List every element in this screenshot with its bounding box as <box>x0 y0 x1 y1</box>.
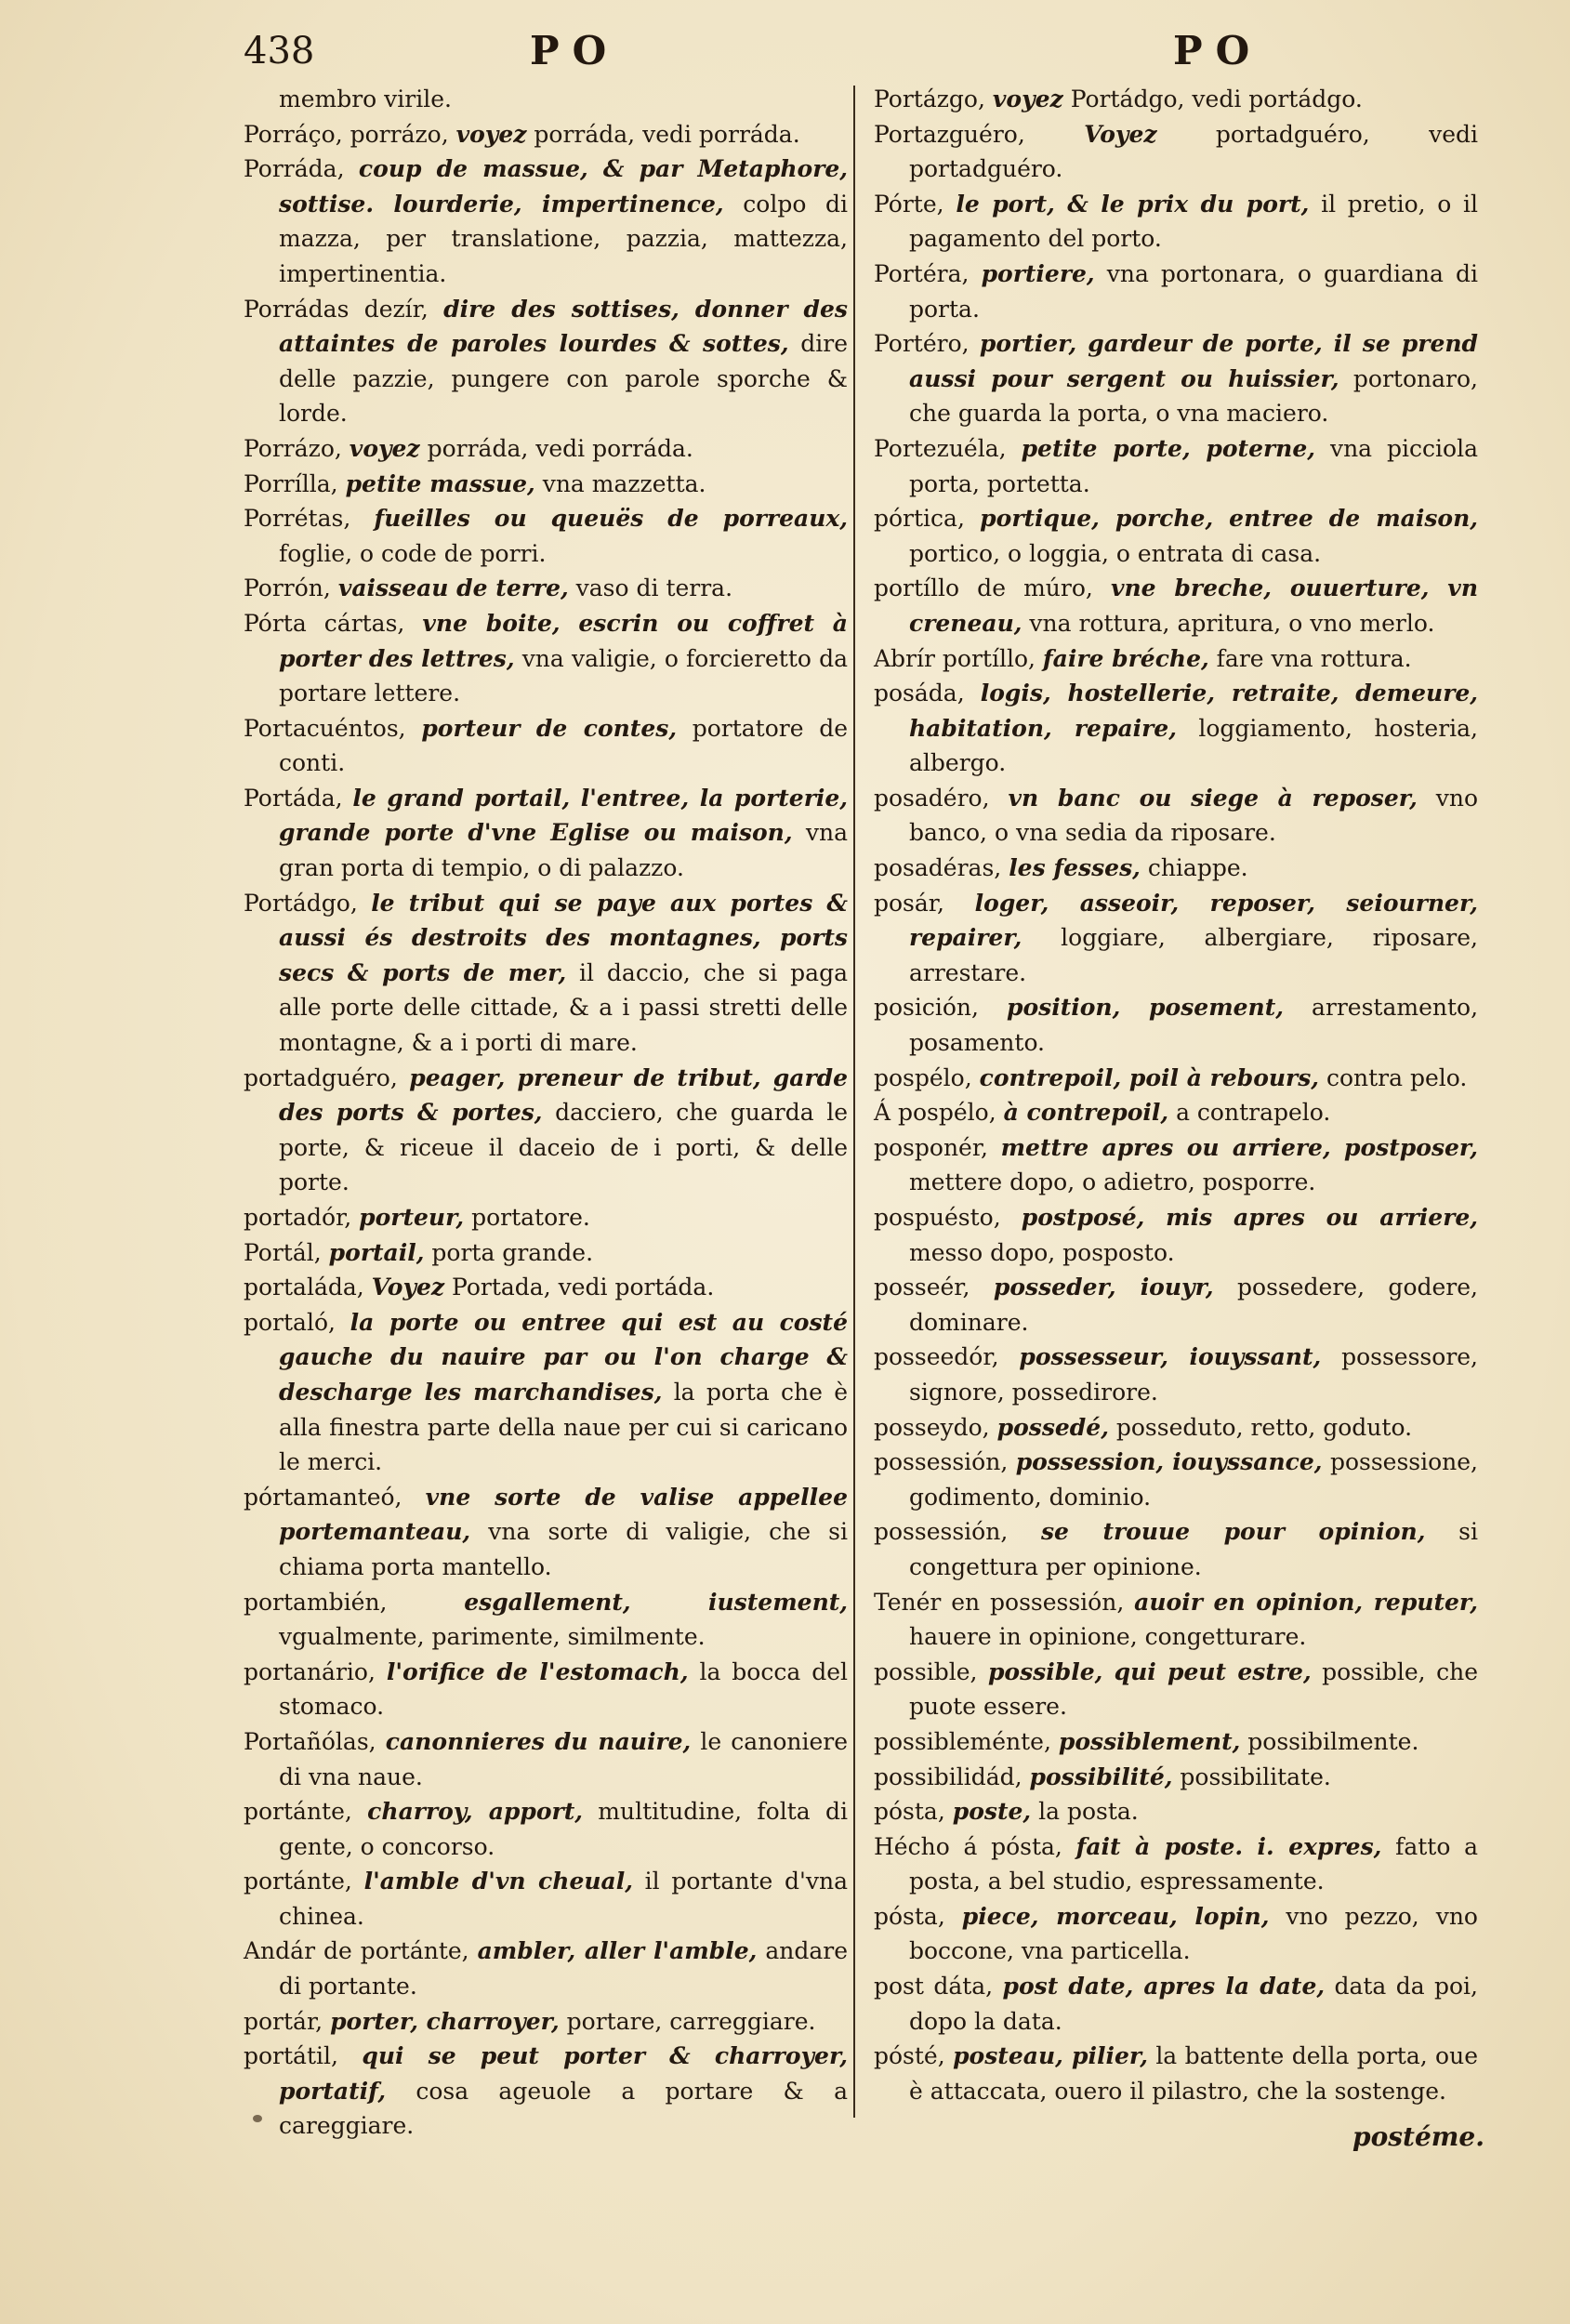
italian-gloss: dacciero, che guarda le porte, & riceue il daceio de i porti, & delle porte. <box>279 1099 849 1196</box>
italian-gloss: andare di portante. <box>279 1937 848 2000</box>
headword: portadór, <box>244 1204 352 1231</box>
italian-gloss: vgualmente, parimente, similmente. <box>279 1623 706 1651</box>
dictionary-entry <box>244 571 848 606</box>
italian-gloss: la posta. <box>1038 1798 1139 1826</box>
headword: Portazguéro, <box>874 120 1025 148</box>
headword: posáda, <box>874 680 965 707</box>
dictionary-entry <box>244 886 848 1061</box>
italian-gloss: arrestamento, posamento. <box>909 994 1479 1057</box>
italian-gloss: hauere in opinione, congetturare. <box>909 1623 1307 1651</box>
italian-gloss: portonaro, che guarda la porta, o vna maciero. <box>909 364 1478 428</box>
italian-gloss: possessore, signore, possedirore. <box>909 1343 1479 1406</box>
headword: portíllo de múro, <box>874 574 1093 602</box>
right-column <box>874 82 1478 2108</box>
headword: portaláda, <box>244 1274 364 1301</box>
italian-gloss: chiappe. <box>1147 854 1248 882</box>
italian-gloss: colpo di mazza, per translatione, pazzia, mattezza, impertinentia. <box>279 190 848 287</box>
french-gloss: auoir en opinion, reputer, <box>1134 1588 1478 1616</box>
headword: Portádgo, <box>244 889 358 917</box>
french-gloss: post date, apres la date, <box>1002 1973 1326 2000</box>
italian-gloss: portatore. <box>471 1204 590 1231</box>
french-gloss: Voyez <box>371 1274 445 1301</box>
dictionary-entry <box>244 431 848 467</box>
italian-gloss: data da poi, dopo la data. <box>909 1973 1478 2035</box>
italian-gloss: foglie, o code de porri. <box>279 539 547 567</box>
french-gloss: le port, & le prix du port, <box>956 190 1310 218</box>
page-number: 438 <box>244 30 315 73</box>
italian-gloss: il daccio, che si paga alle porte delle cittade, & a i passi stretti delle montagne, & a i porti di mare. <box>279 958 848 1057</box>
dictionary-entry <box>874 1724 1478 1760</box>
italian-gloss: cosa ageuole a portare & a careggiare. <box>279 2077 848 2140</box>
french-gloss: vn banc ou siege à reposer, <box>1008 784 1418 812</box>
left-column <box>244 82 848 2144</box>
dictionary-entry <box>874 1445 1478 1514</box>
dictionary-entry <box>244 1864 848 1934</box>
headword: pórtamanteó, <box>244 1483 402 1511</box>
french-gloss: le grand portail, l'entree, la porterie, grande porte d'vne Eglise ou maison, <box>279 784 848 847</box>
italian-gloss: posseduto, retto, goduto. <box>1115 1413 1413 1441</box>
running-head-left: PO <box>530 28 620 73</box>
french-gloss: porteur, <box>359 1204 465 1231</box>
headword: Porrétas, <box>244 505 351 533</box>
french-gloss: petite massue, <box>345 469 535 497</box>
dictionary-entry <box>244 292 848 431</box>
headword: Hécho á pósta, <box>874 1832 1062 1860</box>
french-gloss: vaisseau de terre, <box>337 574 569 602</box>
dictionary-entry <box>244 1061 848 1200</box>
dictionary-entry <box>244 1235 848 1271</box>
french-gloss: poste, <box>952 1798 1032 1826</box>
dictionary-entry <box>874 1585 1478 1655</box>
dictionary-entry <box>244 1270 848 1305</box>
dictionary-entry <box>874 1061 1478 1096</box>
italian-gloss: porráda, vedi porráda. <box>427 434 693 462</box>
italian-gloss: la battente della porta, oue è attaccata, ouero il pilastro, che la sostenge. <box>909 2042 1479 2105</box>
dictionary-entry <box>874 641 1478 677</box>
french-gloss: l'orifice de l'estomach, <box>386 1657 689 1685</box>
headword: portaló, <box>244 1308 336 1336</box>
french-gloss: fueilles ou queuës de porreaux, <box>374 505 848 533</box>
dictionary-entry <box>874 501 1478 571</box>
column-divider <box>853 86 855 2118</box>
dictionary-entry <box>874 257 1478 326</box>
italian-gloss: possible, che puote essere. <box>909 1657 1479 1721</box>
french-gloss: coup de massue, & par Metaphore, sottise. lourderie, impertinence, <box>279 155 849 218</box>
dictionary-entry <box>244 1655 848 1724</box>
headword: possibilidád, <box>874 1763 1022 1790</box>
dictionary-entry <box>874 1829 1478 1899</box>
italian-gloss: vna gran porta di tempio, o di palazzo. <box>279 819 849 882</box>
headword: posseydo, <box>874 1413 990 1441</box>
italian-gloss: vno banco, o vna sedia da riposare. <box>909 784 1478 847</box>
french-gloss: vne breche, ouuerture, vn creneau, <box>909 574 1478 637</box>
dictionary-entry <box>244 1200 848 1235</box>
french-gloss: possesseur, iouyssant, <box>1019 1343 1322 1371</box>
french-gloss: portail, <box>328 1238 425 1266</box>
dictionary-entry <box>874 1270 1478 1340</box>
italian-gloss: Portada, vedi portáda. <box>452 1274 715 1301</box>
dictionary-entry <box>874 886 1478 991</box>
french-gloss: voyez <box>992 86 1063 112</box>
italian-gloss: portatore de conti. <box>279 714 848 777</box>
italian-gloss: vna mazzetta. <box>542 469 706 497</box>
italian-gloss: possibilitate. <box>1180 1763 1331 1790</box>
ink-mark <box>253 2115 262 2122</box>
french-gloss: position, posement, <box>1006 994 1284 1022</box>
dictionary-entry <box>874 82 1478 117</box>
french-gloss: possiblement, <box>1058 1727 1241 1755</box>
italian-gloss: fatto a posta, a bel studio, espressamente. <box>909 1832 1479 1895</box>
french-gloss: charroy, apport, <box>367 1798 583 1826</box>
headword: pósté, <box>874 2042 945 2070</box>
headword: Porráço, porrázo, <box>244 120 449 148</box>
dictionary-entry <box>244 2004 848 2040</box>
headword: Andár de portánte, <box>244 1937 469 1965</box>
italian-gloss: vna portonara, o guardiana di porta. <box>909 259 1479 323</box>
french-gloss: fait à poste. i. expres, <box>1075 1832 1382 1860</box>
headword: possibleménte, <box>874 1727 1051 1755</box>
dictionary-entry <box>874 676 1478 781</box>
dictionary-entry <box>874 1899 1478 1969</box>
headword: Pórte, <box>874 190 944 218</box>
french-gloss: faire bréche, <box>1042 644 1209 672</box>
french-gloss: les fesses, <box>1009 854 1141 882</box>
french-gloss: mettre apres ou arriere, postposer, <box>1000 1133 1478 1161</box>
french-gloss: esgallement, iustement, <box>464 1588 848 1616</box>
french-gloss: possedé, <box>996 1413 1109 1441</box>
dictionary-entry <box>244 1724 848 1794</box>
french-gloss: piece, morceau, lopin, <box>961 1902 1270 1930</box>
french-gloss: peager, preneur de tribut, garde des ports & portes, <box>279 1063 848 1127</box>
italian-gloss: la bocca del stomaco. <box>279 1657 848 1721</box>
italian-gloss: il portante d'vna chinea. <box>279 1868 848 1930</box>
headword: pospélo, <box>874 1063 972 1091</box>
headword: pórtica, <box>874 505 965 533</box>
headword: Pórta cártas, <box>244 609 405 637</box>
dictionary-entry <box>244 82 848 117</box>
dictionary-entry <box>874 1340 1478 1409</box>
headword: Porrádas dezír, <box>244 295 429 323</box>
dictionary-entry <box>244 1794 848 1864</box>
french-gloss: porteur de contes, <box>421 714 678 742</box>
dictionary-entry <box>244 1585 848 1655</box>
french-gloss: logis, hostellerie, retraite, demeure, habitation, repaire, <box>909 680 1478 742</box>
dictionary-entry <box>874 1095 1478 1130</box>
headword: portánte, <box>244 1798 352 1826</box>
dictionary-entry <box>244 2039 848 2144</box>
headword: Porrón, <box>244 574 331 602</box>
catchword: postéme. <box>1352 2121 1484 2152</box>
italian-gloss: a contrapelo. <box>1176 1099 1331 1127</box>
headword: portadguéro, <box>244 1063 398 1091</box>
french-gloss: voyez <box>455 120 527 148</box>
french-gloss: à contrepoil, <box>1003 1099 1169 1127</box>
headword: posponér, <box>874 1133 988 1161</box>
dictionary-entry <box>874 1410 1478 1446</box>
french-gloss: porter, charroyer, <box>330 2007 560 2035</box>
italian-gloss: vno pezzo, vno boccone, vna particella. <box>909 1902 1478 1965</box>
headword: post dáta, <box>874 1973 994 2000</box>
french-gloss: petite porte, poterne, <box>1021 434 1315 462</box>
headword: pósta, <box>874 1902 945 1930</box>
dictionary-entry <box>874 1130 1478 1200</box>
french-gloss: contrepoil, poil à rebours, <box>979 1063 1320 1091</box>
italian-gloss: vaso di terra. <box>575 574 733 602</box>
dictionary-entry <box>874 117 1478 187</box>
dictionary-entry <box>874 326 1478 431</box>
headword: Portéra, <box>874 259 970 287</box>
italian-gloss: membro virile. <box>279 86 452 112</box>
headword: possessión, <box>874 1448 1009 1476</box>
italian-gloss: porráda, vedi porráda. <box>534 120 800 148</box>
italian-gloss: portare, carreggiare. <box>566 2007 816 2035</box>
italian-gloss: si congettura per opinione. <box>909 1518 1478 1580</box>
headword: Portañólas, <box>244 1727 376 1755</box>
french-gloss: vne sorte de valise appellee portemanteau, <box>279 1483 848 1546</box>
french-gloss: la porte ou entree qui est au costé gauche du nauire par ou l'on charge & descharge les marchandises, <box>279 1308 848 1406</box>
italian-gloss: mettere dopo, o adietro, posporre. <box>909 1169 1316 1196</box>
french-gloss: le tribut qui se paye aux portes & aussi és destroits des montagnes, ports secs & ports de mer, <box>279 889 849 986</box>
headword: posár, <box>874 889 944 917</box>
french-gloss: postposé, mis apres ou arriere, <box>1021 1204 1478 1231</box>
italian-gloss: loggiamento, hosteria, albergo. <box>909 714 1479 777</box>
french-gloss: canonnieres du nauire, <box>385 1727 692 1755</box>
italian-gloss: dire delle pazzie, pungere con parole sporche & lorde. <box>279 330 848 428</box>
italian-gloss: vna picciola porta, portetta. <box>909 434 1479 497</box>
headword: Portázgo, <box>874 86 985 112</box>
headword: Portacuéntos, <box>244 714 406 742</box>
dictionary-entry <box>874 571 1478 640</box>
headword: pósta, <box>874 1798 945 1826</box>
headword: posición, <box>874 994 979 1022</box>
italian-gloss: porta grande. <box>431 1238 594 1266</box>
italian-gloss: vna sorte di valigie, che si chiama porta mantello. <box>279 1518 848 1580</box>
italian-gloss: fare vna rottura. <box>1216 644 1412 672</box>
italian-gloss: portico, o loggia, o entrata di casa. <box>909 539 1322 567</box>
headword: Abrír portíllo, <box>874 644 1036 672</box>
french-gloss: posseder, iouyr, <box>993 1274 1214 1301</box>
french-gloss: portier, gardeur de porte, il se prend aussi pour sergent ou huissier, <box>909 330 1479 392</box>
italian-gloss: contra pelo. <box>1326 1063 1468 1091</box>
dictionary-entry <box>874 1200 1478 1270</box>
headword: Porrílla, <box>244 469 338 497</box>
french-gloss: posteau, pilier, <box>953 2042 1148 2070</box>
dictionary-entry <box>244 117 848 152</box>
dictionary-entry <box>244 606 848 711</box>
headword: Portezuéla, <box>874 434 1007 462</box>
headword: portambién, <box>244 1588 388 1616</box>
dictionary-entry <box>874 1969 1478 2039</box>
italian-gloss: possedere, godere, dominare. <box>909 1274 1478 1336</box>
headword: possible, <box>874 1657 978 1685</box>
italian-gloss: le canoniere di vna naue. <box>279 1727 849 1790</box>
french-gloss: voyez <box>349 434 420 462</box>
french-gloss: possibilité, <box>1029 1763 1173 1790</box>
french-gloss: Voyez <box>1084 120 1157 148</box>
running-head-right: PO <box>1173 28 1263 73</box>
italian-gloss: loggiare, albergiare, riposare, arrestare. <box>909 924 1478 986</box>
dictionary-entry <box>874 851 1478 886</box>
page-header <box>0 28 1570 84</box>
headword: portár, <box>244 2007 323 2035</box>
headword: portanário, <box>244 1657 376 1685</box>
french-gloss: dire des sottises, donner des attaintes de paroles lourdes & sottes, <box>279 295 848 358</box>
dictionary-entry <box>244 711 848 781</box>
dictionary-entry <box>874 781 1478 851</box>
italian-gloss: la porta che è alla finestra parte della naue per cui si caricano le merci. <box>279 1378 848 1476</box>
french-gloss: portique, porche, entree de maison, <box>980 505 1478 533</box>
dictionary-entry <box>874 1655 1478 1724</box>
french-gloss: loger, asseoir, reposer, seiourner, repairer, <box>909 889 1478 952</box>
italian-gloss: portadguéro, vedi portadguéro. <box>909 120 1478 183</box>
headword: posseér, <box>874 1274 970 1301</box>
headword: Porráda, <box>244 155 345 183</box>
headword: Portéro, <box>874 330 970 358</box>
italian-gloss: multitudine, folta di gente, o concorso. <box>279 1798 848 1860</box>
headword: pospuésto, <box>874 1204 1001 1231</box>
dictionary-entry <box>874 2039 1478 2108</box>
french-gloss: qui se peut porter & charroyer, portatif, <box>279 2042 849 2105</box>
french-gloss: vne boite, escrin ou coffret à porter des lettres, <box>279 609 849 672</box>
italian-gloss: vna rottura, apritura, o vno merlo. <box>1029 609 1435 637</box>
headword: portátil, <box>244 2042 338 2070</box>
headword: possessión, <box>874 1518 1009 1546</box>
italian-gloss: il pretio, o il pagamento del porto. <box>909 190 1479 253</box>
italian-gloss: possibilmente. <box>1247 1727 1419 1755</box>
dictionary-entry <box>244 467 848 502</box>
headword: portánte, <box>244 1868 352 1895</box>
dictionary-entry <box>874 1794 1478 1829</box>
dictionary-entry <box>244 1305 848 1480</box>
italian-gloss: vna valigie, o forcieretto da portare lettere. <box>279 644 848 707</box>
italian-gloss: possessione, godimento, dominio. <box>909 1448 1478 1511</box>
dictionary-entry <box>874 431 1478 501</box>
headword: Portáda, <box>244 784 343 812</box>
dictionary-entry <box>244 1480 848 1585</box>
dictionary-entry <box>244 501 848 571</box>
headword: posseedór, <box>874 1343 999 1371</box>
french-gloss: ambler, aller l'amble, <box>477 1937 758 1965</box>
dictionary-entry <box>244 152 848 291</box>
headword: Tenér en possessión, <box>874 1588 1125 1616</box>
dictionary-entry <box>874 1760 1478 1795</box>
headword: Porrázo, <box>244 434 342 462</box>
headword: Á pospélo, <box>874 1099 996 1127</box>
headword: posadéras, <box>874 854 1002 882</box>
french-gloss: portiere, <box>981 259 1095 287</box>
french-gloss: possible, qui peut estre, <box>987 1657 1312 1685</box>
dictionary-entry <box>874 1514 1478 1584</box>
dictionary-entry <box>244 1934 848 2003</box>
french-gloss: possession, iouyssance, <box>1015 1448 1323 1476</box>
italian-gloss: messo dopo, posposto. <box>909 1238 1175 1266</box>
french-gloss: l'amble d'vn cheual, <box>363 1868 633 1895</box>
dictionary-entry <box>874 990 1478 1060</box>
dictionary-entry <box>244 781 848 886</box>
french-gloss: se trouue pour opinion, <box>1040 1518 1426 1546</box>
italian-gloss: Portádgo, vedi portádgo. <box>1070 86 1363 112</box>
headword: Portál, <box>244 1238 322 1266</box>
dictionary-entry <box>874 187 1478 257</box>
headword: posadéro, <box>874 784 990 812</box>
